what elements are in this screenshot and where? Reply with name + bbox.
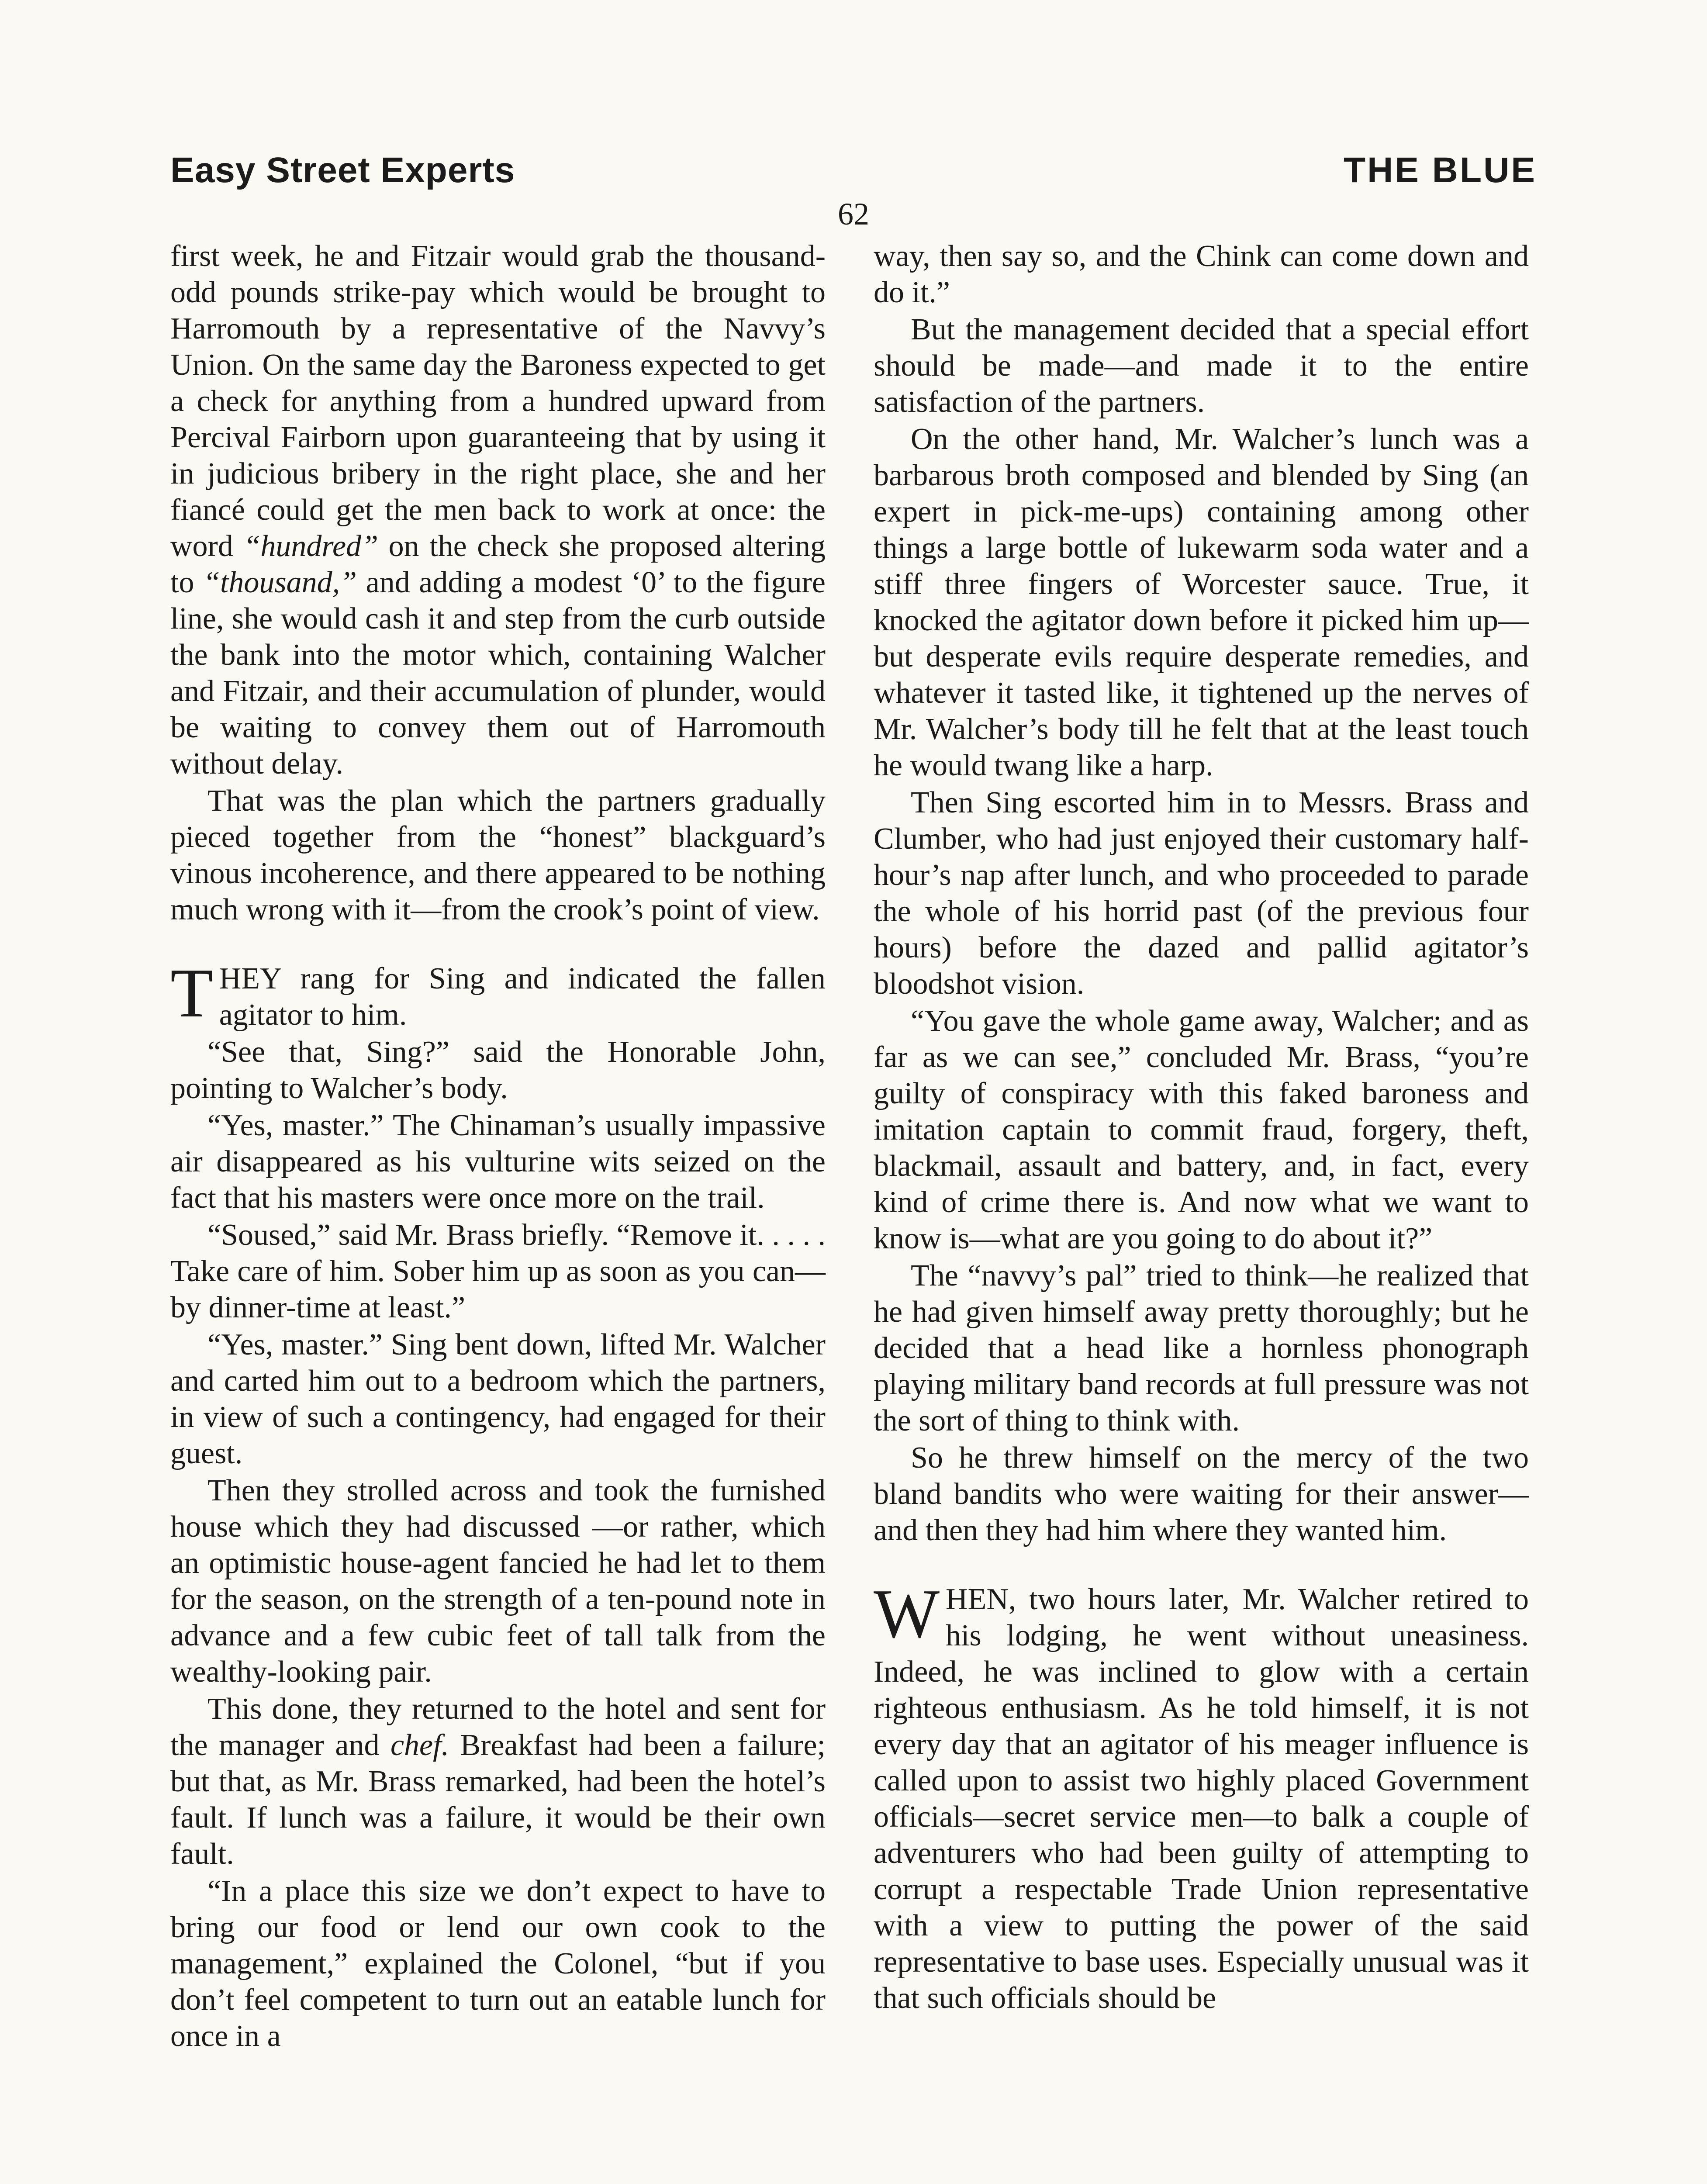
- paragraph: “Yes, master.” The Chinaman’s usually impassive air disappeared as his vulturine wits seized on the fact that his masters were once more on the trail.: [170, 1109, 826, 1215]
- paragraph: “Yes, master.” Sing bent down, lifted Mr. Walcher and carted him out to a bedroom which the partners, in view of such a contingency, had engaged for their guest.: [170, 1328, 826, 1470]
- section-opening-paragraph: [874, 1575, 1529, 2016]
- drop-cap: T: [170, 954, 213, 1032]
- paragraph: The “navvy’s pal” tried to think—he realized that he had given himself away pretty thoroughly; but he decided that a head like a hornless phonograph playing military band records at full pressure was not the sort of thing to think with.: [874, 1259, 1529, 1438]
- paragraph-text: on the check she proposed altering to: [170, 529, 826, 599]
- right-column: [874, 238, 1529, 2017]
- section-opening-paragraph: [170, 954, 826, 1033]
- paragraph: [170, 1691, 826, 1872]
- paragraph: That was the plan which the partners gradually pieced together from the “honest” blackguard’s vinous incoherence, and there appeared to be nothing much wrong with it—from the crook’s point of view.: [170, 784, 826, 926]
- italic-word: “thousand,”: [203, 566, 357, 599]
- paragraph: “In a place this size we don’t expect to have to bring our food or lend our own cook to the management,” explained the Colonel, “but if you don’t feel competent to turn out an eatable lunch for once in a: [170, 1874, 826, 2053]
- paragraph-text: Breakfast had been a failure; but that, as Mr. Brass remarked, had been the hotel’s fault. If lunch was a failure, it would be their own fault.: [170, 1728, 826, 1871]
- story-title: Easy Street Experts: [170, 150, 515, 190]
- paragraph-text: HEN, two hours later, Mr. Walcher retired to his lodging, he went without uneasiness. Indeed, he was inclined to glow with a certain righteous enthusiasm. As he told himself, it is not every day that an agitator of his meager influence is called upon to assist two highly placed Government officials—secret service men—to balk a couple of adventurers who had been guilty of attempting to corrupt a respectable Trade Union representative with a view to putting the power of the said representative to base uses. Especially unusual was it that such officials should be: [874, 1583, 1529, 2015]
- magazine-title: THE BLUE: [1344, 150, 1537, 190]
- paragraph-text: and adding a modest ‘0’ to the figure line, she would cash it and step from the curb outside the bank into the motor which, containing Walcher and Fitzair, and their accumulation of plunder, would be waiting to convey them out of Harromouth without delay.: [170, 566, 826, 781]
- paragraph: On the other hand, Mr. Walcher’s lunch was a barbarous broth composed and blended by Sing (an expert in pick-me-ups) containing among other things a large bottle of lukewarm soda water and a stiff three fingers of Worcester sauce. True, it knocked the agitator down before it picked him up—but desperate evils require desperate remedies, and whatever it tasted like, it tightened up the nerves of Mr. Walcher’s body till he felt that at the least touch he would twang like a harp.: [874, 422, 1529, 782]
- paragraph: “Soused,” said Mr. Brass briefly. “Remove it. . . . . Take care of him. Sober him up as soon as you can—by dinner-time at least.”: [170, 1218, 826, 1324]
- paragraph: Then Sing escorted him in to Messrs. Brass and Clumber, who had just enjoyed their customary half-hour’s nap after lunch, and who proceeded to parade the whole of his horrid past (of the previous four hours) before the dazed and pallid agitator’s bloodshot vision.: [874, 786, 1529, 1001]
- page-number: 62: [838, 197, 869, 232]
- paragraph-text: first week, he and Fitzair would grab the thousand-odd pounds strike-pay which would be brought to Harromouth by a representative of the Navvy’s Union. On the same day the Baroness expected to get a check for anything from a hundred upward from Percival Fairborn upon guaranteeing that by using it in judicious bribery in the right place, she and her fiancé could get the men back to work at once: the word: [170, 239, 826, 563]
- paragraph: “See that, Sing?” said the Honorable John, pointing to Walcher’s body.: [170, 1035, 826, 1105]
- running-head: [170, 144, 1537, 197]
- paragraph: way, then say so, and the Chink can come down and do it.”: [874, 239, 1529, 309]
- paragraph: But the management decided that a special effort should be made—and made it to the entire satisfaction of the partners.: [874, 313, 1529, 419]
- paragraph-text: This done, they returned to the hotel and sent for the manager and: [170, 1692, 826, 1762]
- paragraph: Then they strolled across and took the furnished house which they had discussed —or rather, which an optimistic house-agent fancied he had let to them for the season, on the strength of a ten-pound note in advance and a few cubic feet of tall talk from the wealthy-looking pair.: [170, 1474, 826, 1689]
- drop-cap: W: [874, 1575, 940, 1652]
- italic-word: “hundred”: [243, 529, 379, 563]
- left-column: [170, 238, 826, 2055]
- paragraph: So he threw himself on the mercy of the two bland bandits who were waiting for their answer—and then they had him where they wanted him.: [874, 1441, 1529, 1547]
- paragraph: [170, 238, 826, 782]
- italic-word: chef.: [390, 1728, 449, 1762]
- paragraph: “You gave the whole game away, Walcher; and as far as we can see,” concluded Mr. Brass, “you’re guilty of conspiracy with this faked baroness and imitation captain to commit fraud, forgery, theft, blackmail, assault and battery, and, in fact, every kind of crime there is. And now what we want to know is—what are you going to do about it?”: [874, 1004, 1529, 1255]
- paragraph-text: HEY rang for Sing and indicated the fallen agitator to him.: [219, 962, 826, 1032]
